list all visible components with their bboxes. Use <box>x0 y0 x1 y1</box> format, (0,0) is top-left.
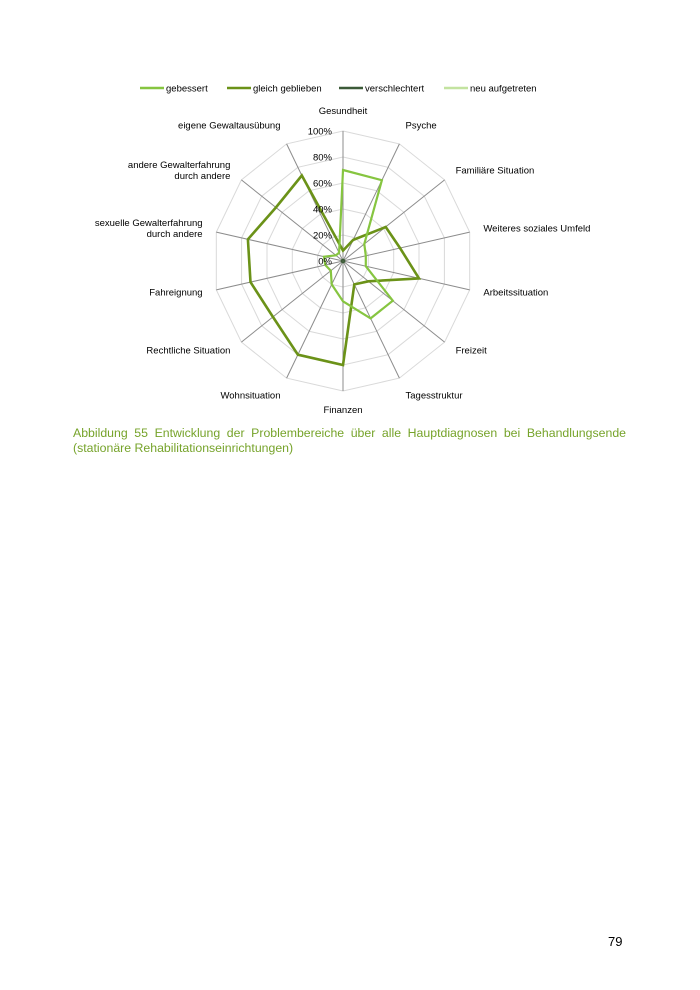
category-label: sexuelle Gewalterfahrung durch andere <box>94 218 203 240</box>
series-line-gebessert <box>324 170 393 318</box>
legend-label: gleich geblieben <box>253 83 322 95</box>
page-number: 79 <box>608 934 623 949</box>
category-label: Psyche <box>405 120 437 132</box>
category-label: Familiäre Situation <box>455 165 535 177</box>
category-label: Arbeitssituation <box>483 287 549 299</box>
radial-tick-label: 0% <box>318 256 332 268</box>
category-label: Rechtliche Situation <box>146 345 231 357</box>
radial-tick-label: 100% <box>307 126 332 138</box>
category-label: Freizeit <box>455 345 487 357</box>
legend-label: neu aufgetreten <box>470 83 537 95</box>
category-label: Gesundheit <box>318 106 368 117</box>
category-label: Wohnsituation <box>220 390 281 402</box>
legend-label: verschlechtert <box>365 83 425 95</box>
category-label: Weiteres soziales Umfeld <box>483 223 591 235</box>
radial-tick-label: 20% <box>312 230 332 242</box>
legend <box>140 84 537 95</box>
legend-label: gebessert <box>166 83 208 95</box>
category-label: andere Gewalterfahrung durch andere <box>127 160 231 183</box>
radar-chart <box>0 0 700 420</box>
radial-tick-labels <box>308 127 333 268</box>
radial-tick-label: 40% <box>312 204 332 216</box>
category-label: Finanzen <box>323 405 363 416</box>
radial-tick-label: 60% <box>312 178 332 190</box>
spoke-line <box>343 261 470 290</box>
category-label: Tagesstruktur <box>405 390 463 402</box>
caption-line-2: (stationäre Rehabilitationseinrichtungen) <box>73 441 294 455</box>
category-label: Fahreignung <box>149 287 203 299</box>
figure-caption <box>73 426 626 456</box>
caption-line-1: Abbildung 55 Entwicklung der Problembereiche über alle Hauptdiagnosen bei Behandlungsende <box>73 426 626 440</box>
category-label: eigene Gewaltausübung <box>178 120 281 132</box>
radial-tick-label: 80% <box>312 152 332 164</box>
